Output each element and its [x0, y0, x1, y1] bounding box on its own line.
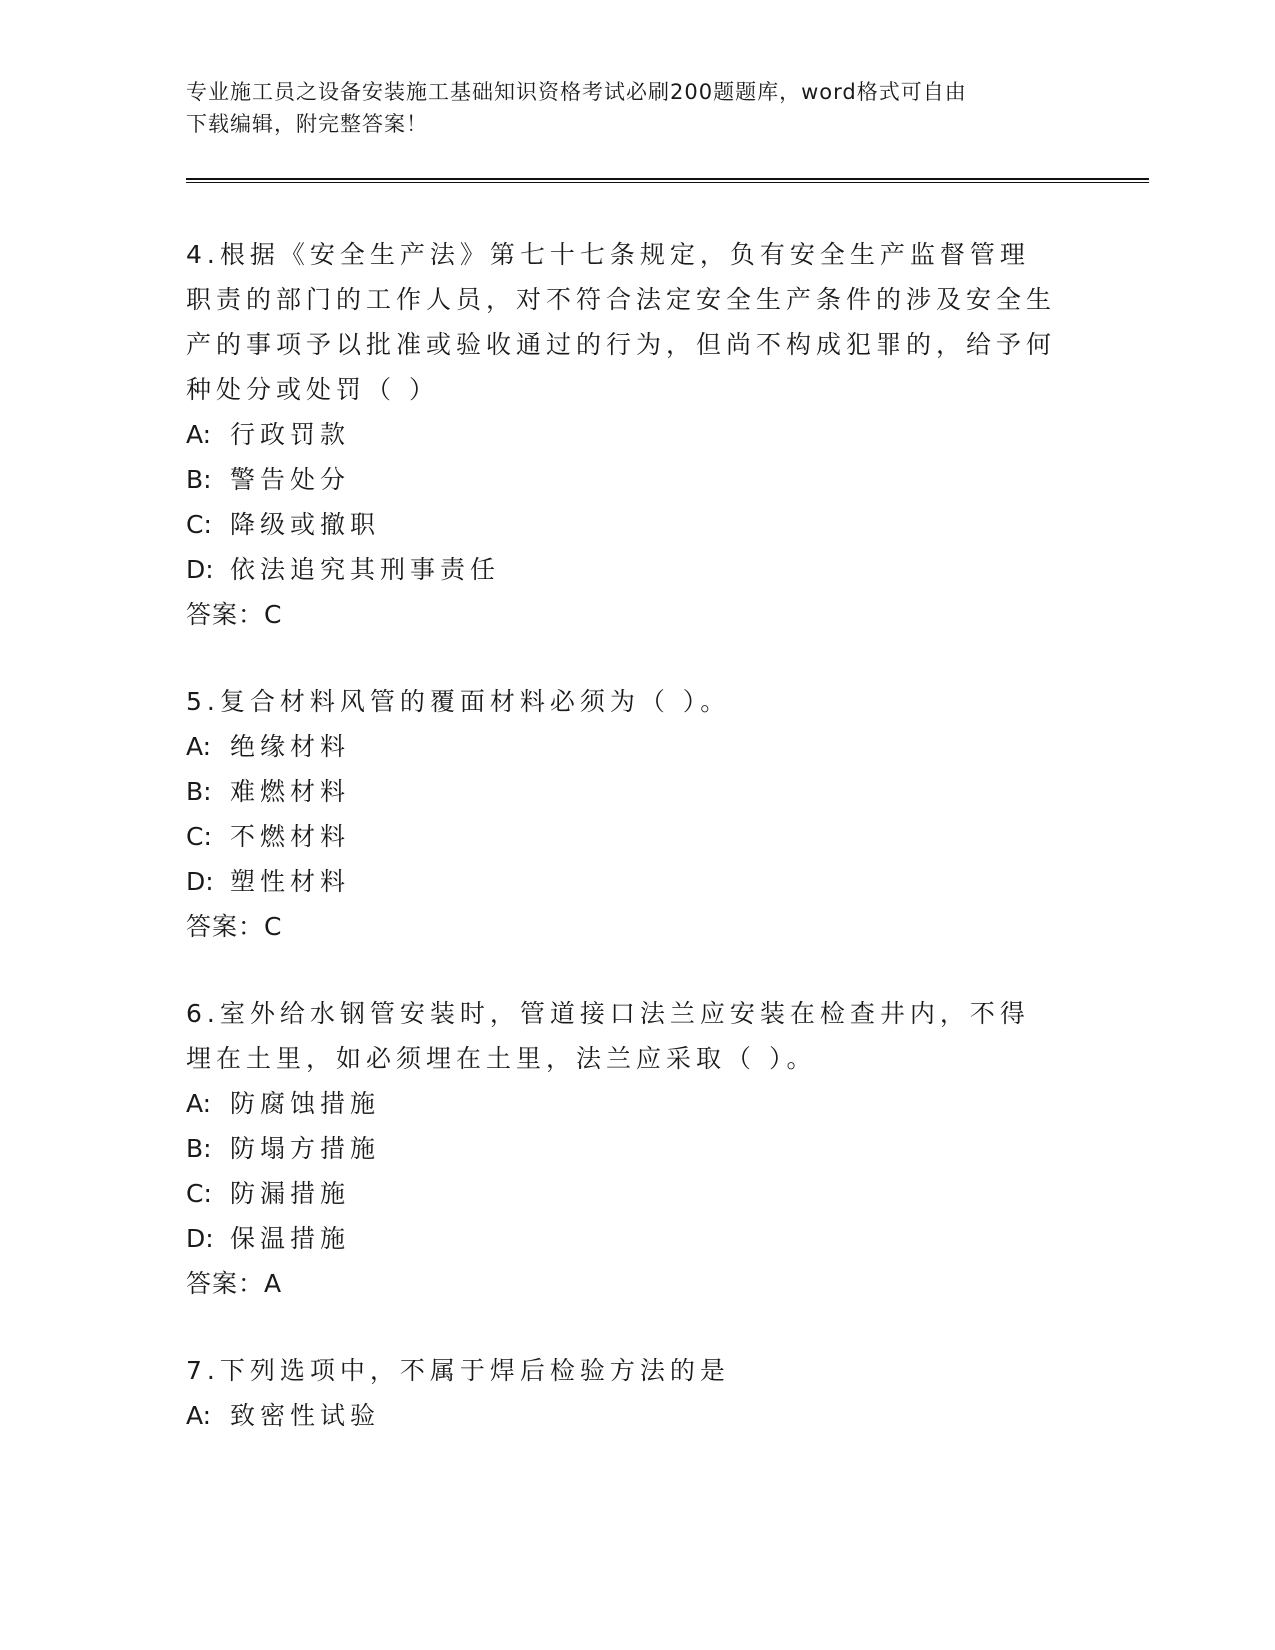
option-text: 绝缘材料 — [230, 732, 351, 761]
question-text: 6.室外给水钢管安装时，管道接口法兰应安装在检查井内，不得埋在土里，如必须埋在土里，法兰应采取（ ）。 — [186, 999, 1030, 1073]
option-key: C: — [186, 1179, 212, 1208]
option-text: 防腐蚀措施 — [230, 1089, 381, 1118]
option-a — [186, 412, 1056, 457]
option-text: 保温措施 — [230, 1224, 351, 1253]
option-d — [186, 1216, 1056, 1261]
answer-line: 答案：C — [186, 600, 283, 629]
answer-line: 答案：C — [186, 912, 283, 941]
option-d — [186, 859, 1056, 904]
option-text: 依法追究其刑事责任 — [230, 555, 501, 584]
option-c — [186, 814, 1056, 859]
option-key: A: — [186, 732, 212, 761]
option-d — [186, 547, 1056, 592]
option-a — [186, 1081, 1056, 1126]
question-5 — [186, 679, 1056, 949]
question-7 — [186, 1348, 1056, 1438]
option-text: 不燃材料 — [230, 822, 351, 851]
option-key: B: — [186, 465, 212, 494]
option-text: 致密性试验 — [230, 1401, 381, 1430]
option-c — [186, 502, 1056, 547]
option-text: 警告处分 — [230, 465, 351, 494]
question-text: 4.根据《安全生产法》第七十七条规定，负有安全生产监督管理职责的部门的工作人员，对不符合法定安全生产条件的涉及安全生产的事项予以批准或验收通过的行为，但尚不构成犯罪的，给予何种处分或处罚（ ） — [186, 240, 1057, 404]
answer-line: 答案：A — [186, 1269, 283, 1298]
header-line-2: 下载编辑，附完整答案！ — [186, 112, 428, 136]
option-b — [186, 769, 1056, 814]
option-text: 防漏措施 — [230, 1179, 351, 1208]
option-key: C: — [186, 822, 212, 851]
option-text: 塑性材料 — [230, 867, 351, 896]
header-divider — [186, 178, 1149, 183]
option-a — [186, 724, 1056, 769]
option-key: C: — [186, 510, 212, 539]
option-b — [186, 457, 1056, 502]
option-key: D: — [186, 1224, 214, 1253]
option-text: 难燃材料 — [230, 777, 351, 806]
option-key: B: — [186, 777, 212, 806]
option-key: D: — [186, 867, 214, 896]
header-line-1: 专业施工员之设备安装施工基础知识资格考试必刷200题题库，word格式可自由 — [186, 80, 967, 104]
question-6 — [186, 991, 1056, 1306]
question-text: 7.下列选项中，不属于焊后检验方法的是 — [186, 1356, 730, 1385]
option-key: D: — [186, 555, 214, 584]
option-b — [186, 1126, 1056, 1171]
option-text: 防塌方措施 — [230, 1134, 381, 1163]
option-key: B: — [186, 1134, 212, 1163]
option-key: A: — [186, 420, 212, 449]
option-text: 降级或撤职 — [230, 510, 381, 539]
document-header — [186, 76, 1086, 140]
option-key: A: — [186, 1089, 212, 1118]
question-text: 5.复合材料风管的覆面材料必须为（ ）。 — [186, 687, 731, 716]
option-key: A: — [186, 1401, 212, 1430]
question-4 — [186, 232, 1056, 637]
option-c — [186, 1171, 1056, 1216]
question-list — [186, 232, 1056, 1480]
option-text: 行政罚款 — [230, 420, 351, 449]
option-a — [186, 1393, 1056, 1438]
